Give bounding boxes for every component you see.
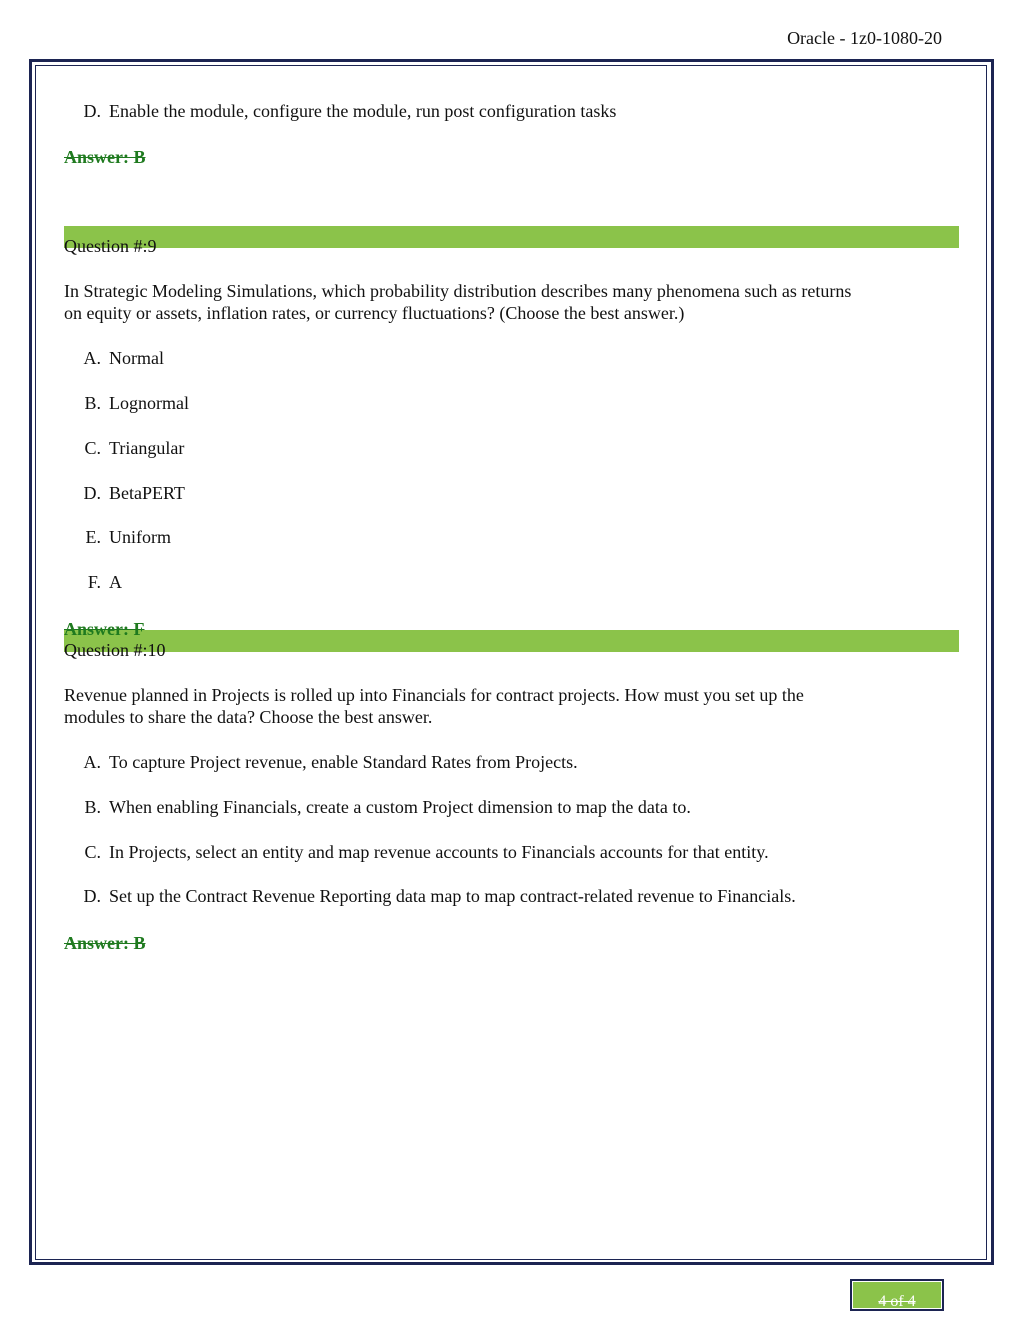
question-text-line: Revenue planned in Projects is rolled up into Financials for contract projects. How must you set up the [64, 685, 804, 705]
document-header-title: Oracle - 1z0-1080-20 [787, 28, 942, 48]
question-text-line: In Strategic Modeling Simulations, which probability distribution describes many phenomena such as returns [64, 281, 852, 301]
option-item [79, 841, 769, 863]
option-text: BetaPERT [109, 483, 185, 503]
option-item [79, 751, 578, 773]
option-text: Triangular [109, 438, 185, 458]
option-text: To capture Project revenue, enable Standard Rates from Projects. [109, 752, 578, 772]
option-letter: F. [87, 572, 101, 592]
question-label: Question #:9 [64, 236, 157, 256]
option-letter: A. [83, 348, 101, 368]
option-item [79, 571, 122, 593]
option-text: In Projects, select an entity and map revenue accounts to Financials accounts for that entity. [109, 842, 769, 862]
option-item [79, 347, 164, 369]
question-label: Question #:10 [64, 640, 166, 660]
option-text: Normal [109, 348, 164, 368]
option-letter: D. [83, 101, 101, 121]
option-item [79, 100, 616, 122]
option-item [79, 392, 189, 414]
option-text: Lognormal [109, 393, 189, 413]
option-text: Set up the Contract Revenue Reporting data map to map contract-related revenue to Financials. [109, 886, 796, 906]
question-text-line: on equity or assets, inflation rates, or currency fluctuations? (Choose the best answer.) [64, 303, 685, 323]
option-letter: C. [84, 438, 101, 458]
question-bar [64, 226, 959, 248]
option-text: A [109, 572, 122, 592]
option-letter: E. [85, 527, 101, 547]
option-letter: B. [84, 393, 101, 413]
option-letter: B. [84, 797, 101, 817]
answer-label: Answer: B [64, 933, 146, 953]
option-item [79, 796, 691, 818]
option-letter: A. [83, 752, 101, 772]
option-letter: D. [83, 886, 101, 906]
option-text: Uniform [109, 527, 171, 547]
page-number: 4 of 4 [878, 1293, 916, 1310]
option-item [79, 482, 185, 504]
option-item [79, 437, 184, 459]
question-text-line: modules to share the data? Choose the best answer. [64, 707, 433, 727]
option-text: Enable the module, configure the module, run post configuration tasks [109, 101, 617, 121]
option-letter: D. [83, 483, 101, 503]
answer-label: Answer: B [64, 147, 146, 167]
answer-label: Answer: F [64, 619, 145, 639]
option-item [79, 885, 796, 907]
option-letter: C. [84, 842, 101, 862]
option-item [79, 526, 171, 548]
question-bar [64, 630, 959, 652]
option-text: When enabling Financials, create a custom Project dimension to map the data to. [109, 797, 691, 817]
